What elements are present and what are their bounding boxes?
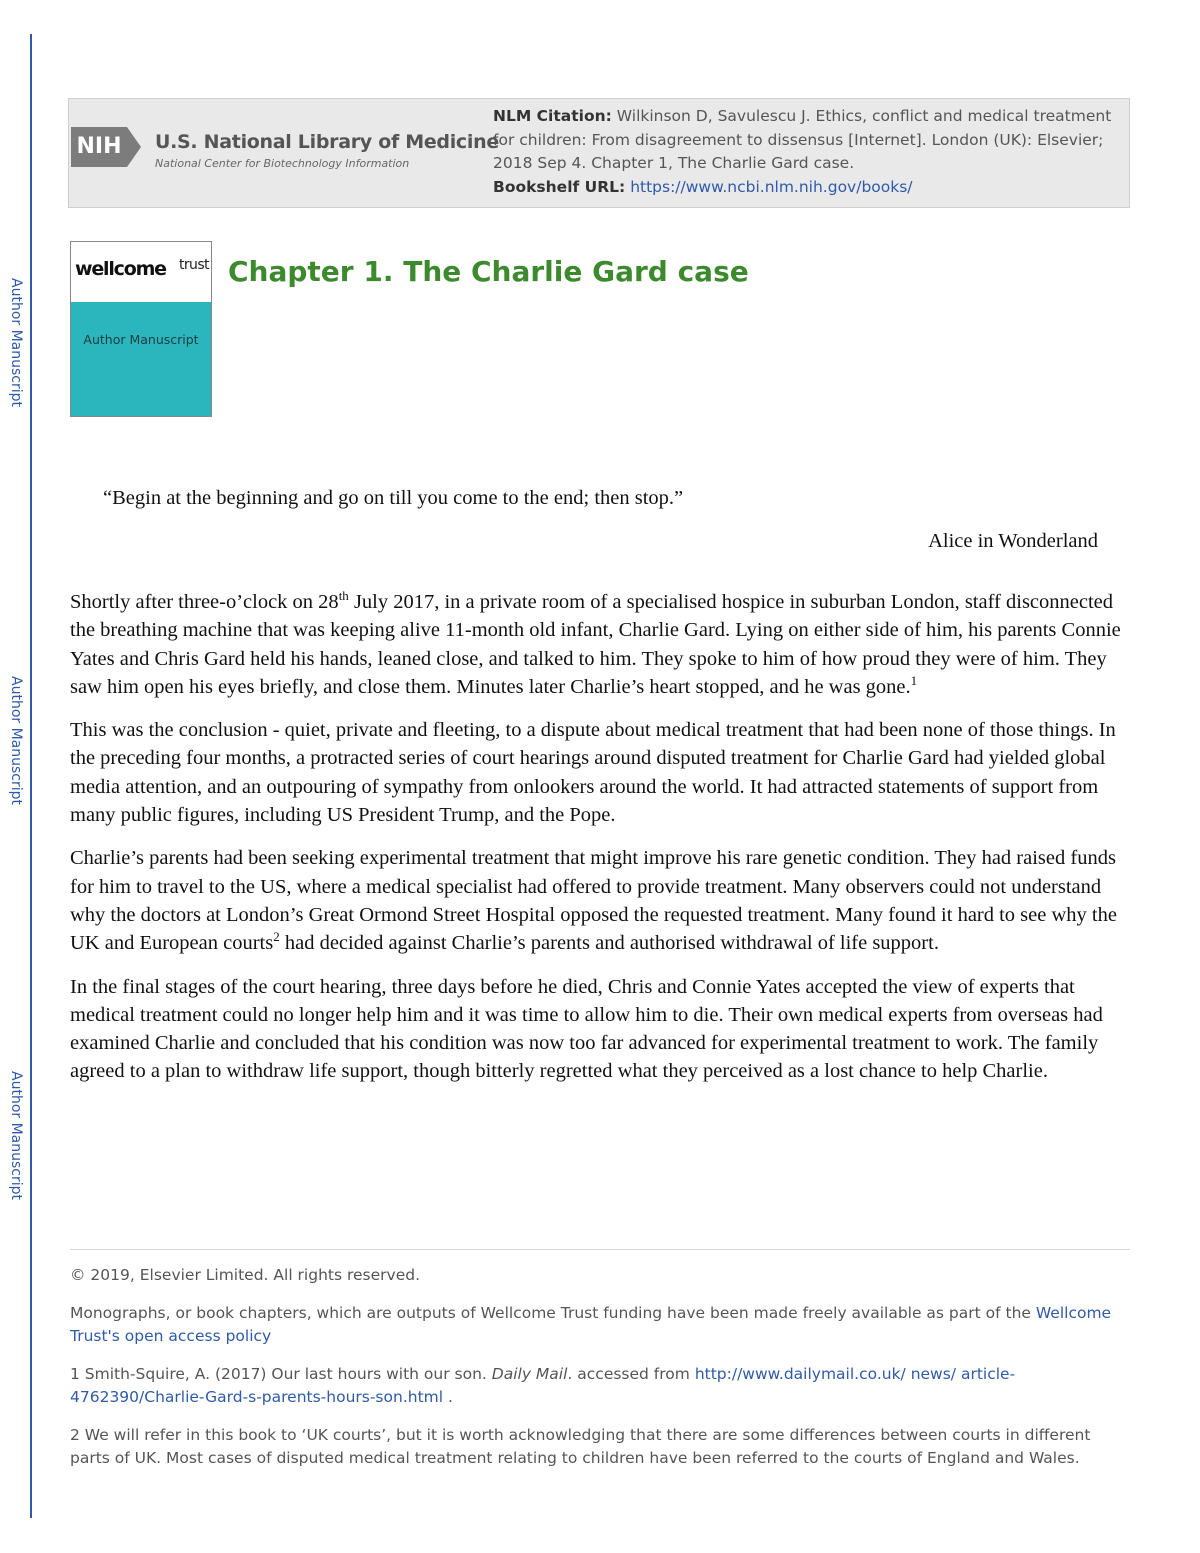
nlm-subtitle: National Center for Biotechnology Information: [155, 157, 410, 170]
open-access-text: Monographs, or book chapters, which are outputs of Wellcome Trust funding have been made freely available as part of the: [70, 1303, 1036, 1322]
side-label-author-manuscript: Author Manuscript: [8, 676, 24, 806]
badge-author-manuscript: Author Manuscript: [83, 332, 199, 347]
daily-mail-link[interactable]: http://www.dailymail.co.uk/ news/ article-4762390/Charlie-Gard-s-parents-hours-son.html: [70, 1364, 1016, 1406]
trust-wordmark: trust: [179, 257, 209, 273]
side-label-author-manuscript: Author Manuscript: [8, 278, 24, 408]
footnote-2: 2 We will refer in this book to ‘UK courts’, but it is worth acknowledging that there are some differences between courts in different parts of UK. Most cases of disputed medical treatment relating to children have been referred to the courts of England and Wales.: [70, 1425, 1091, 1467]
journal-name: Daily Mail: [491, 1364, 568, 1383]
chapter-title: Chapter 1. The Charlie Gard case: [228, 255, 749, 288]
citation-text: [493, 105, 1115, 199]
citation-body: Wilkinson D, Savulescu J. Ethics, conflict and medical treatment for children: From disagreement to dissensus [Internet]. London (UK): Elsevier; 2018 Sep 4. Chapter 1, The Charlie Gard case.: [493, 107, 1112, 172]
bookshelf-label: Bookshelf URL:: [493, 177, 626, 196]
paragraph-text: Shortly after three-o’clock on 28: [70, 591, 339, 613]
footnote-ref-1[interactable]: 1: [910, 673, 918, 689]
epigraph-source: Alice in Wonderland: [928, 530, 1098, 552]
body-text: [70, 588, 1132, 1101]
epigraph-quote: “Begin at the beginning and go on till you come to the end; then stop.”: [103, 487, 684, 509]
copyright-notice: © 2019, Elsevier Limited. All rights reserved.: [70, 1266, 420, 1284]
paragraph-text: Charlie’s parents had been seeking experimental treatment that might improve his rare genetic condition. They had raised funds for him to travel to the US, where a medical specialist had offered to provide treatment. Many observers could not understand why the doctors at London’s Great Ormond Street Hospital opposed the requested treatment. Many found it hard to see why the UK and European courts: [70, 847, 1117, 955]
footnote-text: 1 Smith-Squire, A. (2017) Our last hours with our son.: [70, 1364, 492, 1383]
footer: [70, 1264, 1132, 1485]
paragraph-2: This was the conclusion - quiet, private and fleeting, to a dispute about medical treatment that had been none of those things. In the preceding four months, a protracted series of court hearings around disputed treatment for Charlie Gard had yielded global media attention, and an outpouring of sympathy from onlookers around the world. It had attracted statements of support from many public figures, including US President Trump, and the Pope.: [70, 719, 1116, 827]
footer-divider: [70, 1249, 1130, 1250]
nlm-logo: [69, 121, 499, 181]
wellcome-trust-badge: [70, 241, 212, 417]
open-access-note: [70, 1302, 1132, 1349]
footnote-text: .: [443, 1388, 453, 1406]
footnote-ref-2[interactable]: 2: [273, 929, 280, 945]
paragraph-3: [70, 844, 1132, 957]
nih-logo-icon: NIH: [71, 127, 127, 167]
nlm-name: U.S. National Library of Medicine: [155, 131, 499, 153]
paragraph-text: had decided against Charlie’s parents and authorised withdrawal of life support.: [279, 932, 939, 955]
wellcome-wordmark: wellcome: [75, 258, 166, 280]
paragraph-1: [70, 588, 1132, 701]
badge-teal-panel: [71, 302, 211, 416]
paragraph-text: July 2017, in a private room of a specialised hospice in suburban London, staff disconnected the breathing machine that was keeping alive 11-month old infant, Charlie Gard. Lying on either side of him, his parents Connie Yates and Chris Gard held his hands, leaned close, and talked to him. They spoke to him of how proud they were of him. They saw him open his eyes briefly, and close them. Minutes later Charlie’s heart stopped, and he was gone.: [70, 591, 1121, 698]
side-label-author-manuscript: Author Manuscript: [8, 1071, 24, 1201]
bookshelf-link[interactable]: https://www.ncbi.nlm.nih.gov/books/: [630, 177, 913, 196]
ordinal-suffix: th: [338, 588, 349, 604]
open-access-policy-link[interactable]: Wellcome Trust's open access policy: [70, 1303, 1112, 1345]
paragraph-4: In the final stages of the court hearing, three days before he died, Chris and Connie Yates accepted the view of experts that medical treatment could no longer help him and it was time to allow him to die. Their own medical experts from overseas had examined Charlie and concluded that his condition was now too far advanced for experimental treatment to work. The family agreed to a plan to withdraw life support, though bitterly regretted what they perceived as a lost chance to help Charlie.: [70, 975, 1103, 1083]
citation-box: [68, 98, 1130, 208]
footnote-1: [70, 1363, 1132, 1410]
footnote-text: . accessed from: [567, 1364, 695, 1383]
nih-chevron-icon: [127, 127, 141, 167]
wellcome-logo: [71, 242, 211, 302]
side-rule: [30, 34, 32, 1518]
citation-label: NLM Citation:: [493, 107, 612, 125]
